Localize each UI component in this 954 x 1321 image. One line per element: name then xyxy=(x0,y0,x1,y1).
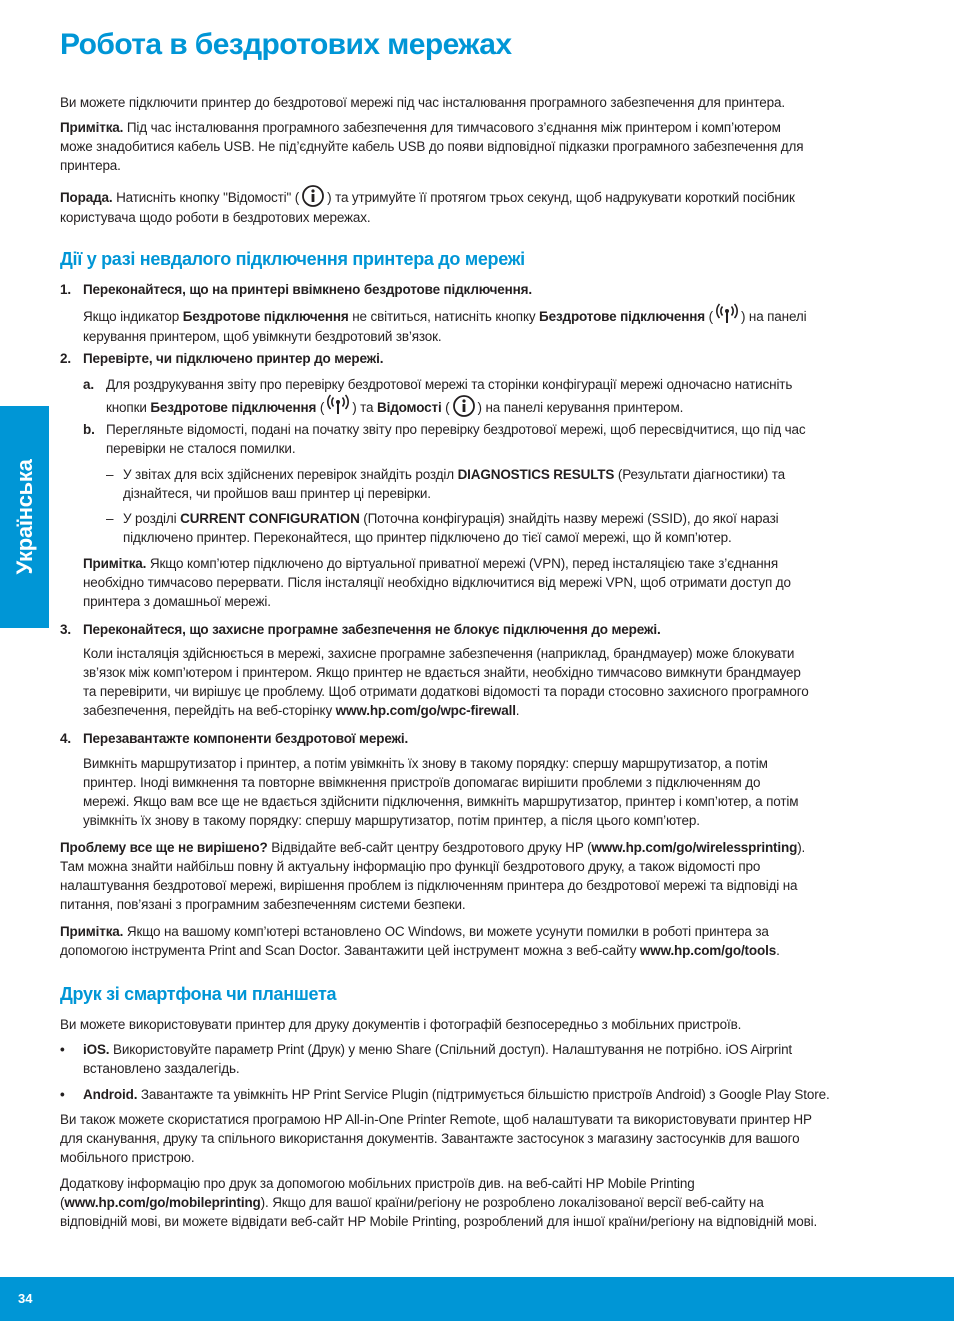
bullet-android: • Android. Завантажте та увімкніть HP Print Service Plugin (підтримується більшістю пристроїв Android) з Google Play Store. xyxy=(60,1087,830,1102)
bullet-marker: • xyxy=(60,1042,65,1057)
bullet-ios: • iOS. Використовуйте параметр Print (Друк) у меню Share (Спільний доступ). Налаштування не потрібно. iOS Airprint встановлено заздалегідь. xyxy=(60,1042,793,1076)
step-1-body: Якщо індикатор Бездротове підключення не світиться, натисніть кнопку Бездротове підключення ( ) на панелі керування принтером, щоб увімкнути бездротовий зв’язок. xyxy=(60,303,926,343)
tools-link[interactable]: www.hp.com/go/tools xyxy=(639,943,777,958)
step-2-b: b. Перегляньте відомості, подані на початку звіту про перевірку бездротової мережі, щоб пересвідчитися, що під час перевірки не сталося помилки. xyxy=(83,422,806,456)
note-label: Примітка. xyxy=(60,924,124,939)
step-title: Перевірте, чи підключено принтер до мережі. xyxy=(83,351,384,366)
section-heading-mobile-printing: Друк зі смартфона чи планшета xyxy=(60,984,337,1004)
note-label: Примітка. xyxy=(83,556,147,571)
step-3-body: Коли інсталяція здійснюється в мережі, захисне програмне забезпечення (наприклад, брандмауер) може блокувати зв’язок між комп’ютером і принтером. Якщо принтер не вдається знайти, необхідно тимчасово вимкнути брандмауер та перевірити, чи вирішує це проблему. Щоб отримати додаткові відомості та поради стосовно захисного програмного забезпечення, перейдіть на веб-сторінку www.hp.com/go/wpc-firewall. xyxy=(83,646,809,718)
wireless-icon xyxy=(713,303,741,327)
footer-bar xyxy=(0,1277,954,1321)
bullet-marker: • xyxy=(60,1087,65,1102)
problem-label: Проблему все ще не вирішено? xyxy=(60,840,268,855)
step-number: 2. xyxy=(60,351,71,366)
step-2 xyxy=(60,349,926,369)
windows-note: Примітка. Якщо на вашому комп’ютері встановлено ОС Windows, ви можете усунути помилки в роботі принтера за допомогою інструмента Print and Scan Doctor. Завантажити цей інструмент можна з веб-сайту www.hp.com/go/tools. xyxy=(60,924,780,958)
step-4-body: Вимкніть маршрутизатор і принтер, а потім увімкніть їх знову в такому порядку: спершу маршрутизатор, а потім принтер. Іноді вимкнення та повторне ввімкнення пристроїв допомагає вирішити проблеми з підключенням до мережі. Якщо вам все ще не вдається здійснити підключення, вимкніть маршрутизатор, принтер і комп’ютер, а потім увімкніть їх знову в такому порядку: спершу маршрутизатор, потім принтер, а після цього комп’ютер. xyxy=(83,756,799,828)
step-4 xyxy=(60,729,926,749)
intro-paragraph: Ви можете підключити принтер до бездротової мережі під час інсталювання програмного забезпечення для принтера. xyxy=(60,95,785,110)
sub-step-label: b. xyxy=(83,422,95,437)
mobile-printing-paragraph: Додаткову інформацію про друк за допомогою мобільних пристроїв див. на веб-сайті HP Mobile Printing (www.hp.com/go/mobileprinting). Якщо для вашої країни/регіону не розроблено локалізованої версії веб-сайту на відповідній мові, ви можете відвідати веб-сайт HP Mobile Printing, розроблений для іншої країни/регіону на відповідній мові. xyxy=(60,1176,818,1229)
step-2-a: a. Для роздрукування звіту про перевірку бездротової мережі та сторінки конфігурації мережі одночасно натисніть кнопки Бездротове підключення ( ) та Відомості ( ) на панелі керування принтером. xyxy=(60,375,926,415)
problem-paragraph: Проблему все ще не вирішено? Відвідайте веб-сайт центру бездротового друку HP (www.hp.com/go/wirelessprinting). Там можна знайти найбільш повну й актуальну інформацію про функції бездротового друку, а також відомості про налаштування бездротової мережі, вирішення проблем із підключенням принтера до бездротової мережі та відповіді на питання, пов’язані з програмним забезпеченням системи безпеки. xyxy=(60,840,806,912)
intro-tip: Порада. Натисніть кнопку "Відомості" ( ) та утримуйте її протягом трьох секунд, щоб надрукувати короткий посібник користувача щодо роботи в бездротових мережах. xyxy=(60,184,926,227)
section-heading-connection-failure: Дії у разі невдалого підключення принтера до мережі xyxy=(60,249,525,269)
note-label: Примітка. xyxy=(60,120,124,135)
language-tab-label: Українська xyxy=(11,459,37,575)
step-number: 1. xyxy=(60,282,71,297)
tip-label: Порада. xyxy=(60,190,113,205)
language-tab xyxy=(0,406,49,628)
step-3 xyxy=(60,620,926,640)
step-2-note: Примітка. Якщо комп’ютер підключено до віртуальної приватної мережі (VPN), перед інсталяцією таке з’єднання необхідно тимчасово перервати. Після інсталяції необхідно відключитися від мережі VPN, щоб отримати доступ до принтера з домашньої мережі. xyxy=(83,556,791,609)
dash-marker: – xyxy=(106,511,114,526)
step-title: Перезавантажте компоненти бездротової мережі. xyxy=(83,731,409,746)
step-number: 4. xyxy=(60,731,71,746)
step-title: Переконайтеся, що на принтері ввімкнено бездротове підключення. xyxy=(83,282,532,297)
info-icon xyxy=(299,184,327,208)
wpc-firewall-link[interactable]: www.hp.com/go/wpc-firewall xyxy=(335,703,516,718)
step-title: Переконайтеся, що захисне програмне забезпечення не блокує підключення до мережі. xyxy=(83,622,661,637)
wirelessprinting-link[interactable]: www.hp.com/go/wirelessprinting xyxy=(591,840,798,855)
mobileprinting-link[interactable]: www.hp.com/go/mobileprinting xyxy=(64,1195,261,1210)
intro-note: Примітка. Під час інсталювання програмного забезпечення для тимчасового з’єднання між принтером і комп’ютером може знадобитися кабель USB. Не під’єднуйте кабель USB до появи відповідної підказки програмного забезпечення для принтера. xyxy=(60,120,804,173)
step-2-b-dash-1: – У звітах для всіх здійснених перевірок знайдіть розділ DIAGNOSTICS RESULTS (Результати діагностики) та дізнайтеся, чи пройшов ваш принтер ці перевірки. xyxy=(106,467,785,501)
wireless-icon xyxy=(324,394,352,418)
page-number: 34 xyxy=(18,1291,33,1306)
step-2-b-dash-2: – У розділі CURRENT CONFIGURATION (Поточна конфігурація) знайдіть назву мережі (SSID), до якої наразі підключено принтер. Переконайтеся, що принтер підключено до тієї самої мережі, що й комп’ютер. xyxy=(106,511,779,545)
dash-marker: – xyxy=(106,467,114,482)
page-title: Робота в бездротових мережах xyxy=(60,28,512,61)
info-icon xyxy=(450,394,478,418)
remote-app-paragraph: Ви також можете скористатися програмою HP All-in-One Printer Remote, щоб налаштувати та використовувати принтер HP для сканування, друку та спільного використання документів. Завантажте застосунок з магазину застосунків для вашого мобільного пристрою. xyxy=(60,1112,812,1165)
step-number: 3. xyxy=(60,622,71,637)
sub-step-label: a. xyxy=(83,377,94,392)
mobile-intro: Ви можете використовувати принтер для друку документів і фотографій безпосередньо з мобільних пристроїв. xyxy=(60,1017,742,1032)
step-1 xyxy=(60,280,926,300)
